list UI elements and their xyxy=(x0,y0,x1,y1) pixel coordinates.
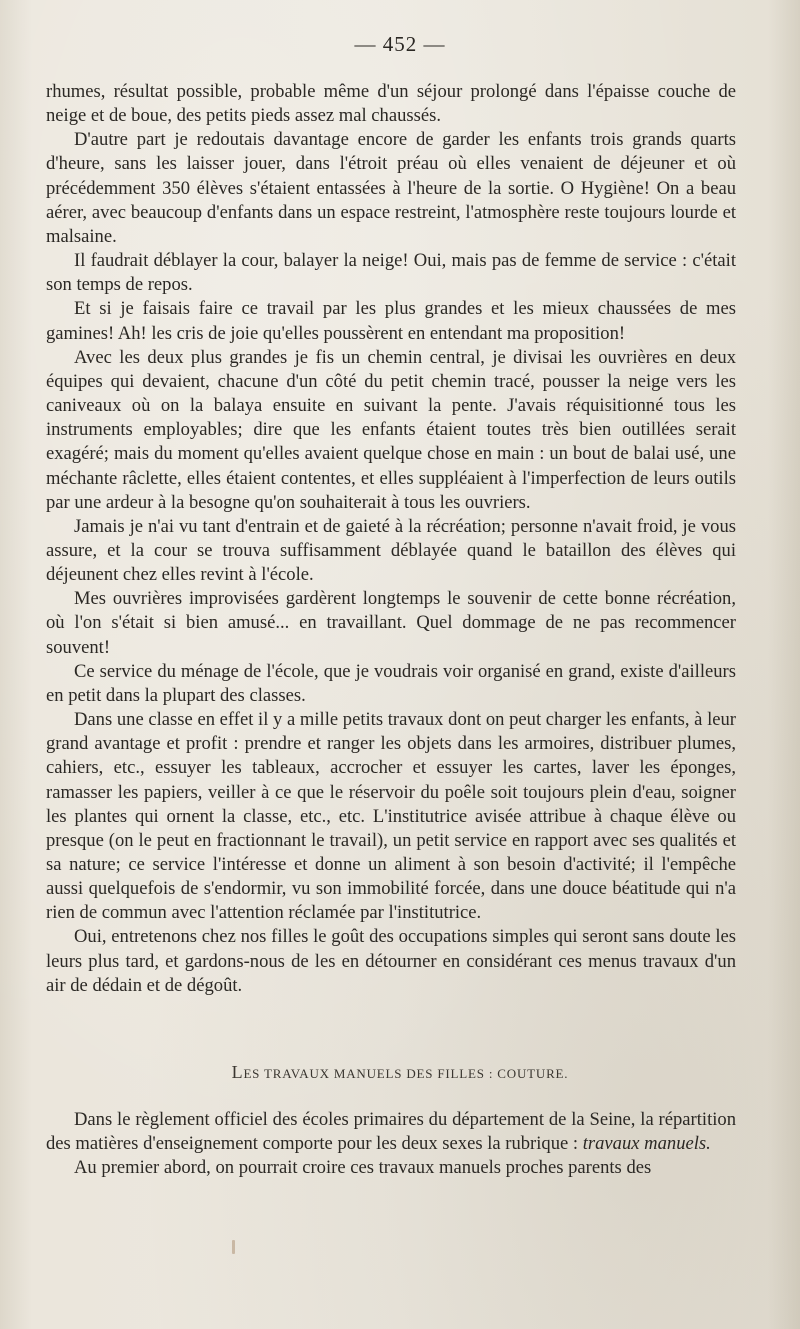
paragraph: D'autre part je redoutais davantage encore de garder les enfants trois grands quarts d'heure, sans les laisser jouer, dans l'étroit préau où elles venaient de déjeuner et où précédemment 350 élèves s'étaient entassées à l'heure de la sortie. O Hygiène! On a beau aérer, avec beaucoup d'enfants dans un espace restreint, l'atmosphère reste toujours lourde et malsaine. xyxy=(46,129,736,247)
paragraph: Et si je faisais faire ce travail par les plus grandes et les mieux chaussées de mes gamines! Ah! les cris de joie qu'elles poussèrent en entendant ma proposition! xyxy=(46,298,736,344)
paragraph: Avec les deux plus grandes je fis un chemin central, je divisai les ouvrières en deux équipes qui devaient, chacune d'un côté du petit chemin tracé, pousser la neige vers les caniveaux où on la balaya ensuite en suivant la pente. J'avais réquisitionné tous les instruments employables; dire que les enfants étaient toutes très bien outillées serait exagéré; mais du moment qu'elles avaient quelque chose en main : un bout de balai usé, une méchante râclette, elles étaient contentes, et elles suppléaient à l'imperfection de leurs outils par une ardeur à la besogne qu'on souhaiterait à tous les ouvriers. xyxy=(46,346,736,513)
section-heading-rest: ES TRAVAUX MANUELS DES FILLES : COUTURE. xyxy=(243,1066,569,1081)
paragraph: Il faudrait déblayer la cour, balayer la neige! Oui, mais pas de femme de service : c'était son temps de repos. xyxy=(46,250,736,296)
paragraph: rhumes, résultat possible, probable même d'un séjour prolongé dans l'épaisse couche de neige et de boue, des petits pieds assez mal chaussés. xyxy=(46,81,736,127)
main-text xyxy=(46,80,736,998)
paragraph xyxy=(46,1108,736,1156)
section-heading-initial: L xyxy=(231,1062,244,1082)
italic-term: travaux manuels. xyxy=(582,1133,711,1155)
paragraph: Jamais je n'ai vu tant d'entrain et de gaieté à la récréation; personne n'avait froid, je vous assure, et la cour se trouva suffisamment déblayée quand le bataillon des élèves qui déjeunent chez elles revint à l'école. xyxy=(46,515,736,586)
section-text xyxy=(46,1108,736,1180)
paragraph: Mes ouvrières improvisées gardèrent longtemps le souvenir de cette bonne récréation, où l'on s'était si bien amusé... en travaillant. Quel dommage de ne pas recommencer souvent! xyxy=(46,588,736,658)
paragraph: Oui, entretenons chez nos filles le goût des occupations simples qui seront sans doute les leurs plus tard, et gardons-nous de les en détourner en considérant ces menus travaux d'un air de dédain et de dégoût. xyxy=(46,926,736,996)
page-number: — 452 — xyxy=(354,32,446,56)
section-heading xyxy=(0,1062,800,1083)
paragraph-text: Dans le règlement officiel des écoles primaires du département de la Seine, la répartition des matières d'enseignement comporte pour les deux sexes la rubrique : xyxy=(46,1109,736,1155)
paragraph: Dans une classe en effet il y a mille petits travaux dont on peut charger les enfants, à leur grand avantage et profit : prendre et ranger les objets dans les armoires, distribuer plumes, cahiers, etc., essuyer les tableaux, accrocher et essuyer les cartes, laver les éponges, ramasser les papiers, veiller à ce que le réservoir du poêle soit toujours plein d'eau, soigner les plantes qui ornent la classe, etc., etc. L'institutrice avisée attribue à chaque élève ou presque (on le peut en fractionnant le travail), un petit service en rapport avec ses qualités et sa nature; ce service l'intéresse et donne un aliment à son besoin d'activité; il l'empêche aussi quelquefois de s'endormir, vu son immobilité forcée, dans une douce béatitude qui n'a rien de commun avec l'attention réclamée par l'institutrice. xyxy=(46,709,736,924)
paper-mark xyxy=(232,1240,235,1254)
paragraph: Ce service du ménage de l'école, que je voudrais voir organisé en grand, existe d'ailleurs en petit dans la plupart des classes. xyxy=(46,660,736,706)
paragraph: Au premier abord, on pourrait croire ces travaux manuels proches parents des xyxy=(74,1157,652,1179)
